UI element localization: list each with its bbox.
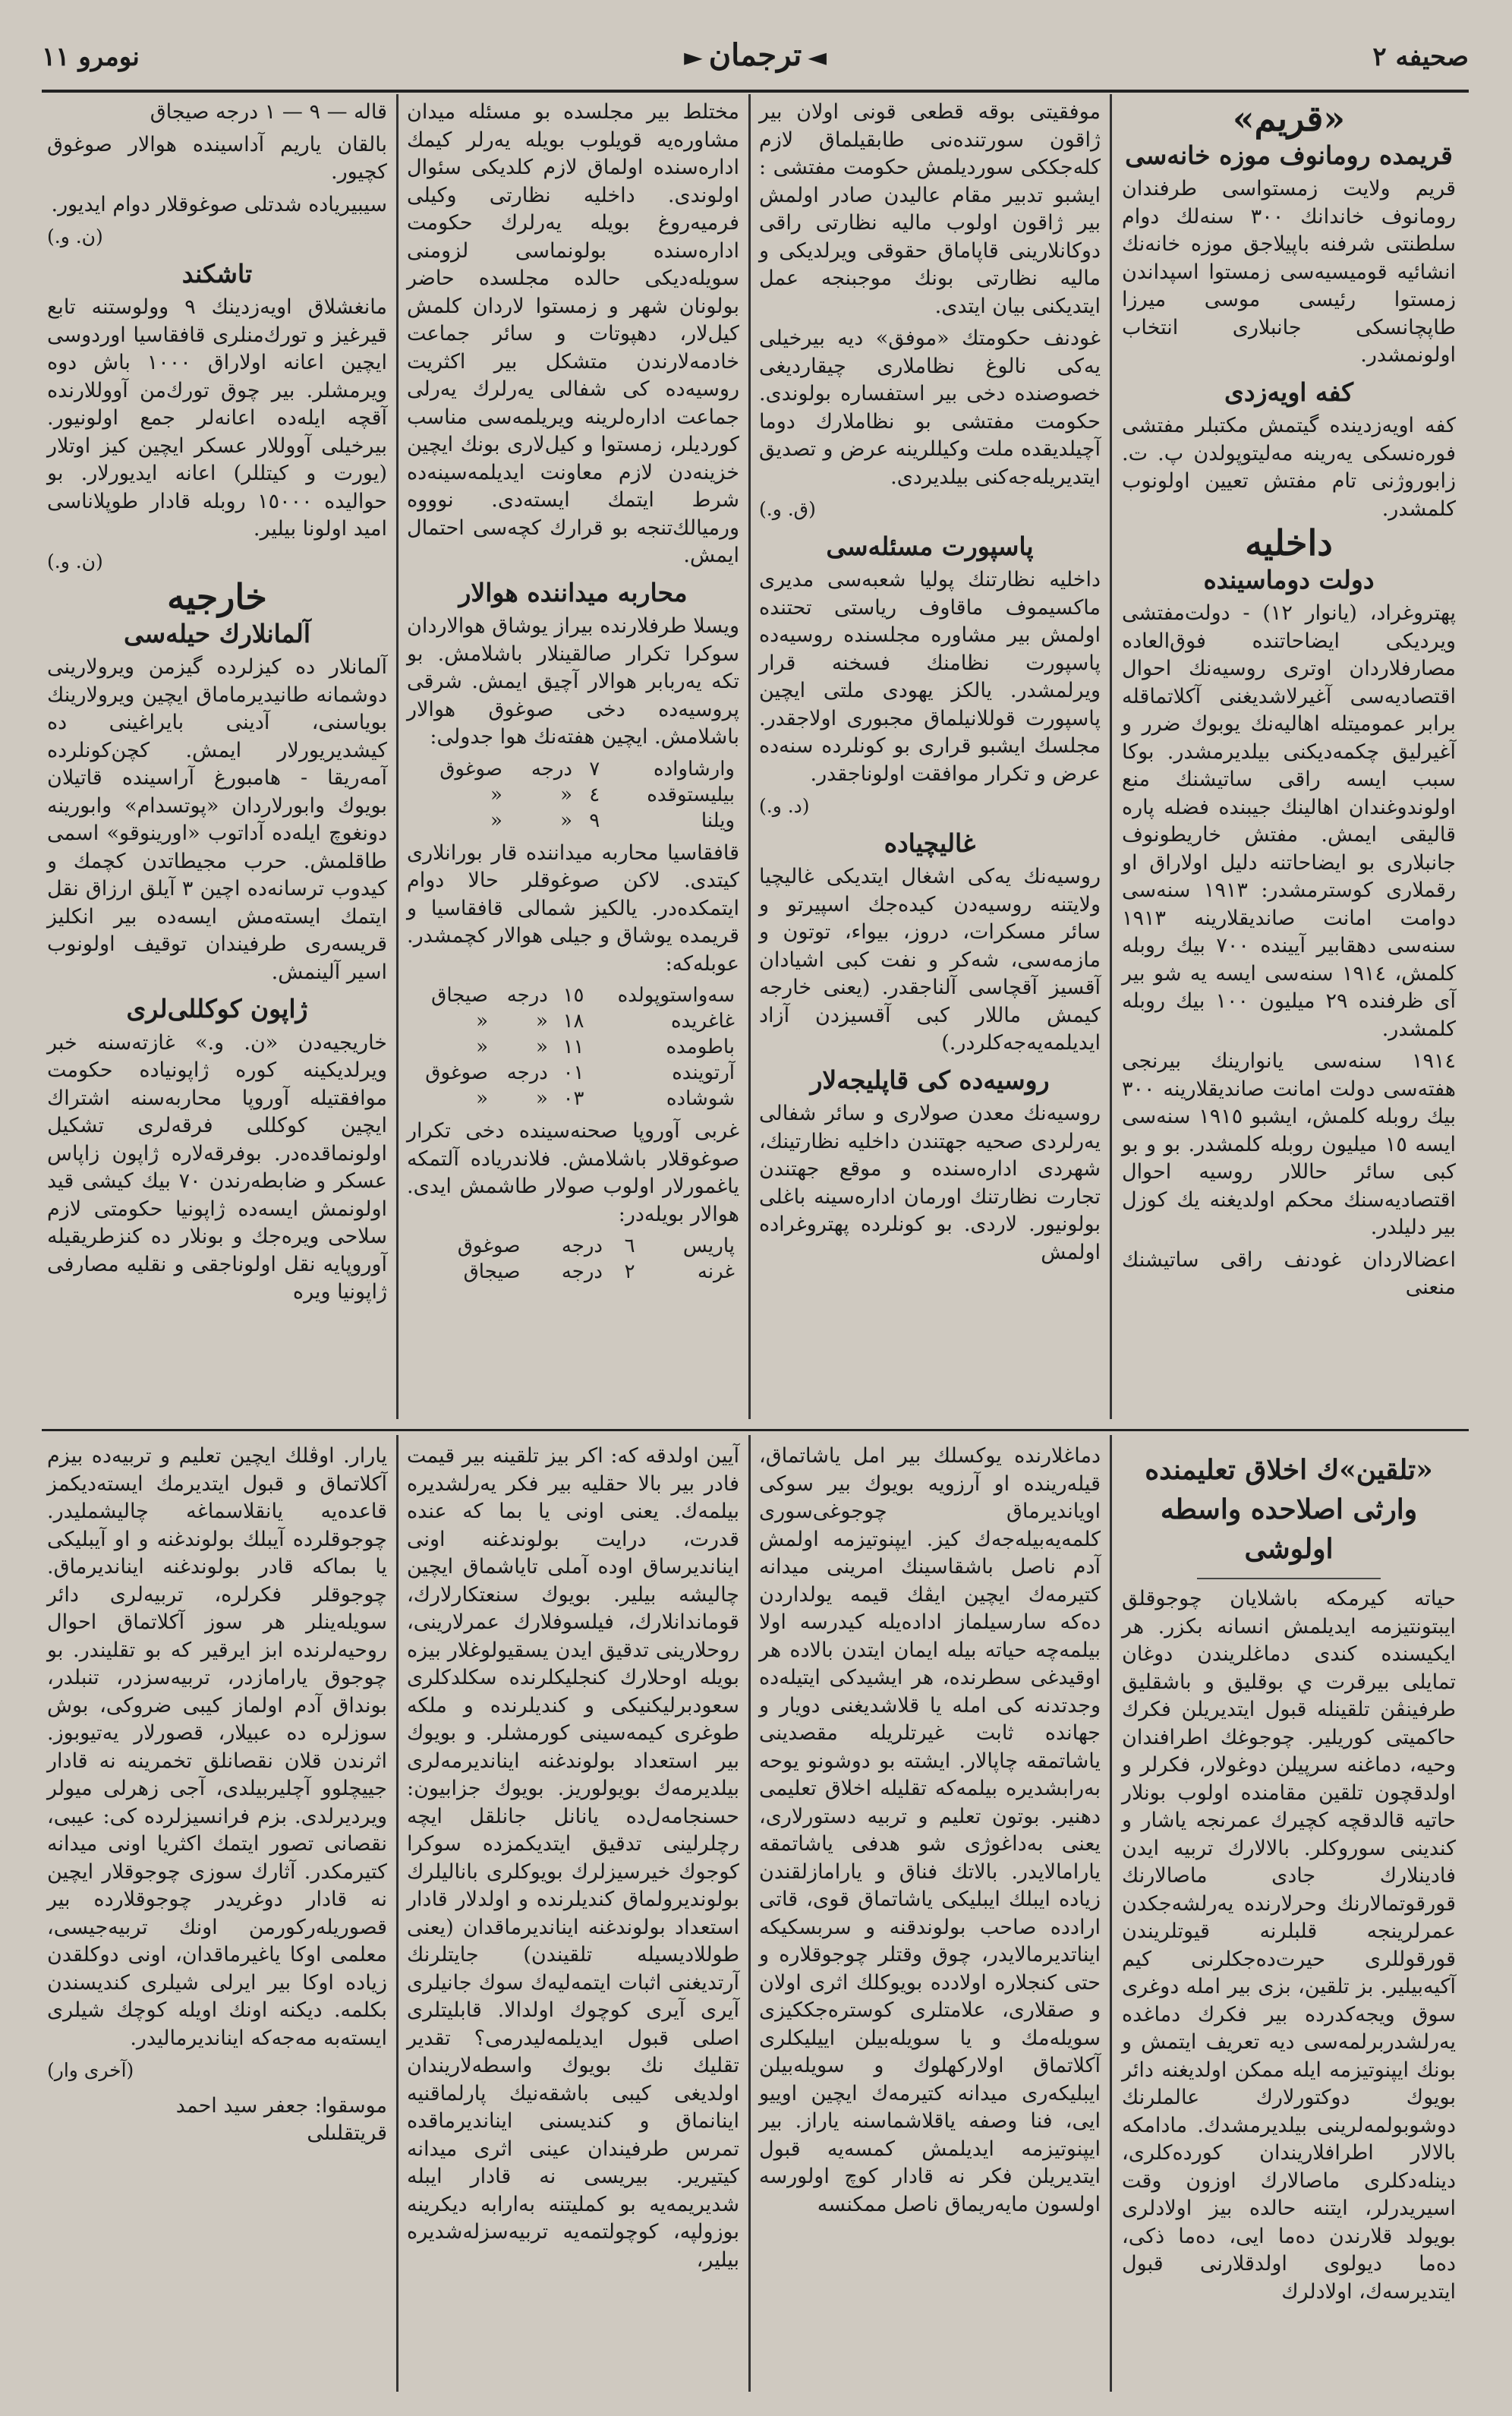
paragraph: روسيه‌نك يه‌كى اشغال ايتديكى غاليچيا ولايتنه روسيه‌دن كيده‌جك اسپيرتو و سائر مسكرات، دروز، بيواء، توتون و مازمه‌سى، شه‌كر و نفت كبى اشيادان آقسيز آقچاسى آلناجقدر. (يعنى خارجه كيمش ماللار كبى آقسيزدن آزاد ايديلمه‌يه‌جه‌كلردر.): [759, 865, 1101, 1055]
section-title-domestic: داخليه: [1245, 522, 1333, 563]
paragraph: مانغشلاق اويه‌زدينك ٩ وولوستنه تابع قيرغيز و تورك‌منلرى قافقاسيا اوردوسى ايچين اعانه اولاراق ١٠٠٠ باش دوه ويرمشلر. بير چوق تورك‌من آووللارنده آقچه ايله‌ده اعانه‌لر جمع اولونيور. بيرخيلى آووللار عسكر ايچين كيز اوتلار (يورت و كيتللر) اعانه ايديورلار. بو حواليده ١٥٠٠٠ روبله قادار طوپلاناسى اميد اولونا بيلير.: [47, 295, 387, 541]
subhead: آلمانلارك حيله‌سى: [124, 618, 310, 648]
source-signature: (ن. و.): [47, 550, 103, 572]
table-row: ويلنا ٩ « «: [490, 809, 735, 832]
paragraph: سيبيرياده شدتلى صوغوقلار دوام ايديور.: [51, 192, 387, 216]
paragraph: ويسلا طرفلارنده بيراز يوشاق هوالاردان سوكرا تكرار صالقينلار باشلامش. بو تكه يه‌ربابر هوالار آچيق ايمش. شرقى پروسيه‌ده دخى صوغوق هوالار باشلامش. ايچين هفته‌نك هوا جدولى:: [407, 614, 739, 749]
paragraph: غودنف حكومتك «موفق» ديه بيرخيلى يه‌كى نالوغ نظاملارى چيقارديغى خصوصنده دخى بير استفساره بولوندى. حكومت مفتشى بو نظاملارك دوما آچيلديقده ملت وكيللرينه عرض و تصديق ايتديريله‌جه‌كنى بيلديردى.: [759, 326, 1101, 489]
column-rule: [748, 94, 751, 1419]
table-row: پاريس ٦ درجه صوغوق: [457, 1235, 735, 1257]
byline-place: موسقوا:: [314, 2093, 387, 2118]
masthead-rule: [42, 90, 1469, 93]
subhead: روسيه‌ده كى قاپليجه‌لار: [810, 1064, 1050, 1095]
source-signature: (د. و.): [759, 795, 810, 817]
source-signature: (ق. و.): [759, 498, 816, 520]
paragraph: يارار. اوڤلك ايچين تعليم و تربيه‌ده بيزم آكلاتماق و قبول ايتديرمك ايسته‌ديكمز قاعده‌يه يانقلاسماغه چاليشمليدر. چوجوقلرده آيبلك بولوندغنه و او آيبليكى يا بماكه قادر بولوندغنه اينانديرماق. چوجوقلر فكرلره، تربيه‌لرى دائر سويله‌ينلر هر سوز آكلاتماق احوال روحيه‌لرنده ابز ايرقير كه بو تقليندر. بو چوجوق يارامازدر، تربيه‌سزدر، تنبلدر، بونداق آدم اولماز كيبى ضروكى، بوش سوزلره ده عبيلار، قصورلار يه‌تيوبوز. اثرندن قلان نقصانلق تخمرينه نه قادار جييچلوو آچلير‌بيلدى، آجى زهرلى ميولر ويرديرلدى. بزم فرانسيزلرده كى: عيبى، نقصانى تصور ايتمك اكثريا اونى ميدانه كتيرمكدر. آثارك سوزى چوجوقلار ايچين نه قادار دوغريدر چوجوقلارده بير قصوريله‌ركورمن اونك تربيه‌جيسى، معلمى اوكا ياغيرماقدان، اونى دوكلقدن زياده اوكا بير ايرلى شيلرى كنديسندن بكلمه. ديكنه اونك اويله كوچك شيلرى ايسته‌به مه‌جه‌كه اينانديرماليدر.: [47, 1444, 387, 2050]
article-column-3: [407, 1443, 739, 2279]
paragraph: قافقاسيا محاربه ميداننده قار بورانلارى كيتدى. لاكن صوغوقلر حالا دوام ايتمكده‌در. يالكيز شمالى قافقاسيا و قريمده يوشاق و جيلى هوالار كچمشدر. عوبله‌كه:: [407, 841, 739, 976]
paragraph: قريم ولايت زمستواسى طرفندان رومانوف خاندانك ٣٠٠ سنه‌لك دوام سلطنتى شرفنه باپيلاجق موزه خانه‌نك انشائيه قوميسيه‌سى زمستوا اسپداندن زمستوا رئيسى موسى ميرزا طاپچانسكى جانبلارى انتخاب اولونمشدر.: [1122, 177, 1456, 367]
paragraph: ١٩١٤ سنه‌سى يانوارينك بيرنجى هفته‌سى دولت امانت صانديقلارينه ٣٠٠ بيك روبله كلمش، ايشبو ١٩١٥ سنه‌سى ايسه ١٥ ميليون روبله كلمشدر. بو و بو كبى سائر حاللار روسيه احوال اقتصاديه‌سنك محكم اولديغنه يك كوزل بير دليلدر.: [1122, 1049, 1456, 1239]
paragraph: داخليه نظارتنك پوليا شعبه‌سى مديرى ماكسيموف ماقاوف رياستى تحتنده اولمش بير مشاوره مجلسنده روسيه‌ده پاسپورت نظامنك فسخنه قرار ويرلمشدر. يالكز يهودى ملتى ايچين پاسپورت قوللانيلماق مجبورى اولاجقدر. مجلسك ايشبو قرارى بو كونلرده سنه‌ده عرض و تكرار موافقت اولوناجقدر.: [759, 568, 1101, 786]
weather-table-1: [407, 756, 739, 834]
column-rule: [1110, 94, 1112, 1419]
column-rule: [396, 94, 398, 1419]
subhead: غاليچياده: [884, 828, 976, 858]
byline-author: جعفر سيد احمد: [175, 2093, 309, 2118]
subhead: دولت دوماسينده: [1203, 564, 1375, 595]
paper-title: [678, 37, 833, 73]
table-row: باطومده ١١ « «: [476, 1036, 735, 1058]
article-column-2: [759, 1443, 1101, 2223]
continued-note: (آخرى وار): [47, 2059, 134, 2081]
paragraph: آيين اولدقه كه: اكر بيز تلقينه بير قيمت فادر بير بالا حقليه بير فكر يه‌رلشديره بيلمه‌ك. يعنى اونى يا بما كه عنده قدرت، درايت بولوندغنه اونى اينانديرساق اوده آملى تاياشماق ايچين چاليشه بيلير. بويوك سنعتكارلارك، قوماندانلارك، فيلسوفلارك عمرلارينى، روحلارينى تدقيق ايدن يسقيولوغلار بيزه بويله اوحلارك كنجليكلرنده سكلدكلرى سعودبرليكنيكى و كنديلرنده و ملكه طوغرى كيمه‌سينى كورمشلر. و بويوك بير استعداد بولوندغنه اينانديرمه‌لرى بيلديرمه‌ك بويولوريز. بويوك جزابيون: حسنجامه‌ل‌ده يانانل جانلقل ايچه رچلرلينى تدقيق ايتديكمزده سوكرا كوجوك خيرسيزلرك بويوكلرى باناليلرك بولونديرولماق كنديلرنده و اولدلار قادار استعداد بولوندغنه اينانديرماقدان (يعنى طوللاديسيله تلقيندن) جايتلرنك آرتديغنى اثبات ايتمه‌ليه‌ك سوك جانيلرى آيرى آيرى كوچوك اولدالا. قابليتلرى اصلى قبول ايديلمه‌ليدرمى؟ تقدير تقليك نك بويوك واسطه‌لاريندان اولديغى كيبى باشقه‌نيك پارلماقنيه اينانماق و كنديسنى اينانديرماقده تمرس طرفيندان عينى اثرى ميدانه كيتيرير. بيريسى نه قادار ايبله شديريمه‌يه بو كمليتنه به‌ارابه ديكرينه بوزولپه، كوچولتمه‌يه تربيه‌سزله‌شديره بيلير،: [407, 1444, 739, 2272]
article-column-1: [1122, 1443, 1456, 2310]
paragraph: حياته كيرمكه باشلايان چوجوقلق ايبتونتيزمه ايديلمش انسانه بكزر. هر ايكيسنده كندى دماغلريندن دوغان تمايلى بيرقرت ي بوقليق و باشقليق طرفينڤن تلقينله قبول ايتديريلن فكرك حاكميتى كوريلير. چوجوغك اطرافندان وحيه، دماغنه سرپيلن دوغولار، فكرلر و اولدقچون تلقين مقامنده اولوب بونلار حاتيه قالدقچه كچيرك عمرنجه ياشار و كندينى سوروكلر. بالالارك تربيه ايدن فادينلارك جادى ماصالارنك قورقوتمالارنك وحرلارنده يه‌رلشه‌جكدن عمرلرينجه قلبلرنه قيوتلريندن قورقوللرى حيرت‌ده‌جكلرنى كيم آكيه‌بيلير. بز تلقين، بزى بير امله دوغرى سوق ويجه‌كدرده بير فكرك دماغده يه‌رلشدربرلمه‌سى ديه تعريف ايتمش و بونك ايپنوتيزمه ايله ممكن اولديغنه دائر بويوك دوكتورلارك عالملرنك دوشوبولمه‌لرينى بيلديرمشدك. مادامكه بالالار اطرافلاريندان كورده‌كلرى، دينله‌دكلرى ماصالارك اوزون وقت اسيريدرلر، ايتنه حالده بيز اولادلرى بويولد قلارندن ده‌ما ايى، ده‌ما ذكى، ده‌ما ديولوى اولدقلارنى قبول ايتديرسه‌ك، اولادلرك: [1122, 1587, 1456, 2304]
paragraph: دماغلارنده يوكسلك بير امل ياشاتماق، قيله‌رينده او آرزويه بويوك بير سوكى اويانديرماق چوجوغى‌سورى كلمه‌يه‌بيله‌جه‌ك كيز. ايپنوتيزمه اولمش آدم ناصل باشقاسينك امرينى ميدانه كتيرمه‌ك ايچين ايڤك قيمه يولداردن ده‌كه سارسيلماز اداده‌يله كيدرسه اولا بيلمه‌چه حياته بيله ايمان ايتدن بالاده هر اوقيدغى سطرنده، هر ايشيدكى ايتيله‌ده وجدتدنه كى امله يا قلاشديغنى دويار و جهانده ثابت غيرتلريله مقصدينى ياشاتمقه چاپالار. ايشته بو دوشونو يوحه به‌رابشديره بيلمه‌كه تقليله اخلاق تعليمى دهنير. بوتون تعليم و تربيه دستورلارى، يعنى به‌داغوژى شو هدفى ياشاتمقه يارامالايدر. بالاتك فناق و يارامازلقندن زياده ايبلك ايبليكى ياشاتماق قوى، قاتى ارادده صاحب بولوندقنه و سربسكيكه ايناتديرمالايدر، چوق وقتلر چوجوقلاره و حتى كنجلاره اولادده بويوكلك اثرى اولان و صقلارى، علامتلرى كوستره‌جككيزى سويله‌مك و يا سويله‌بيلن اييليكلرى آكلاتماق اولاركهلوك و سويله‌بيلن ايبليكه‌رى ميدانه كتيرمه‌ك ايچين اوييو ايى، فنا وصفه ياقلاشماسنه ياراز. بير ايپنوتيزمه ايديلمش كمسه‌يه قبول ايتديريلن فكر نه قادار كوچ اولورسه اولسون مايه‌ريماق ناصل ممكنسه: [759, 1444, 1101, 2216]
paragraph: غربى آوروپا صحنه‌سينده دخى تكرار صوغوقلار باشلامش. فلاندرياده آلتمكه ياغمورلار اولوب صولار طاشمش ايدى. هوالار بويله‌در:: [407, 1119, 739, 1226]
masthead: [42, 34, 1469, 87]
ornament-right-icon: ◄: [808, 43, 827, 71]
subhead: قريمده رومانوف موزه خانه‌سى: [1125, 140, 1453, 170]
section-title-crimea: «قريم»: [1232, 98, 1346, 139]
column-4: [47, 99, 387, 1311]
subhead: تاشكند: [181, 258, 253, 289]
byline-author-origin: قريتقلىلى: [307, 2121, 387, 2145]
paragraph: بالقان ياريم آداسينده هوالار صوغوق كچيور.: [47, 132, 387, 184]
title-rule: [1197, 1578, 1381, 1579]
column-rule: [1110, 1435, 1112, 2392]
section-divider: [42, 1429, 1469, 1431]
table-row: غرنه ٢ درجه صيجاق: [463, 1260, 735, 1283]
section-title-foreign: خارجيه: [167, 576, 267, 617]
ornament-left-icon: ►: [684, 43, 703, 71]
paragraph: موفقيتى بوقه قطعى قونى اولان بير ژاقون سورتنده‌نى طابقيلماق لازم كله‌جككى سورديلمش حكومت مفتشى : ايشبو تدبير مقام عاليدن صادر اولمش بير ژاقون اولوب ماليه نظارتى راقى دوكانلارينى قاپاماق حقوقى ويرلديكى و ماليه نظارتى بونك موجبنجه عمل ايتديكنى بيان ايتدى.: [759, 100, 1101, 318]
subhead: پاسپورت مسئله‌سى: [826, 531, 1034, 561]
subhead: محاربه ميداننده هوالار: [458, 577, 688, 607]
table-row: بيليستوقده ٤ « «: [490, 783, 735, 806]
page-number: صحيفه ٢: [1372, 42, 1469, 72]
paragraph: پهتروغراد، (يانوار ١٢) - دولت‌مفتشى ويرديكى ايضاحاتنده فوق‌العاده مصارفلاردان اوترى روسيه‌نك احوال اقتصاديه‌سى آغيرلاشديغنى آكلاتماقله برابر عموميتله اهاليه‌نك يوبوك ضرر و آغيرليق چكمه‌ديكنى بيلديرمشدر. بوكا سبب ايسه راقى ساتيشنك منع اولوندوغندان اهالينك جيبنده فضله پاره قاليقى ايمش. مفتش خاريطونوف جانبلارى بو ايضاحاتنه دليل اولاراق او رقملارى كوسترمشدر: ١٩١٣ سنه‌سى دوامت امانت صانديقلارينه ١٩١٣ سنه‌سى دهقابير آيينده ٧٠٠ بيك روبله كلمش، ١٩١٤ سنه‌سى ايسه يه شو بير آى ظرفنده ٢٩ ميليون ١٠٠ بيك روبله كلمشدر.: [1122, 601, 1456, 1041]
paragraph: آلمانلار ده كيزلرده گيزمن ويرولارينى دوشمانه طانيديرماماق ايچين ويرولارينك بوياسنى، آدينى بايراغينى ده كيشديريورلار ايمش. كچن‌كونلرده آمه‌ريقا - هامبورغ آراسينده قاتيلان بويوك وابورلاردان «پوتسدام» وابورينه دونغوچ ايله‌ده آداتوب «اورينوقو» اسمى طاقلمش. حرب مجيطاتدن كچمك و كيدوب ترسانه‌ده اچين ٣ آيلق ارزاق نقل ايتمك ايسته‌مش ايسه‌ده بير انكليز قريسه‌رى طرفيندان توقيف اولونوب اسير آلينمش.: [47, 655, 387, 984]
paragraph: مختلط بير مجلسده بو مسئله ميدان مشاوره‌يه قويلوب بويله يه‌رلر كيمك اداره‌سنده اولماق لازم كلديكى سئوال اولوندى. داخليه نظارتى وكيلى فرميه‌روغ بويله يه‌رلرك حكومت اداره‌سنده بولونماسى لزومنى سويله‌ديكى حالده مجلسده حاضر بولونان شهر و زمستوا لاردان كلمش كيل‌لار، دهپوتات و سائر جماعت خادمه‌لارندن متشكل بير اكثريت روسيه‌ده كى شفالى يه‌رلرك يه‌رلى جماعت اداره‌لرينه ويريلمه‌سى مناسب كورديلر، زمستوا و كيل‌لارى بونك ايچين خزينه‌دن لازم معاونت ايديلمه‌سينه‌ده شرط ايتمك ايسته‌دى. نوووه ورميالك‌تنجه بو قرارك كچه‌سى احتمال ايمش.: [407, 100, 739, 567]
issue-number: نومرو ١١: [42, 42, 140, 72]
source-signature: (ن. و.): [47, 226, 103, 248]
paragraph: قالە — ٩ — ١ درجه صيجاق: [150, 100, 387, 124]
table-row: شوشاده ٠٣ « «: [476, 1087, 735, 1110]
paper-name: ترجمان: [708, 37, 802, 73]
paragraph: اعضالاردان غودنف راقى ساتيشنك منعنى: [1122, 1247, 1456, 1299]
column-3: [407, 99, 739, 1291]
article-column-4: [47, 1443, 387, 2148]
paragraph: روسيه‌نك معدن صولارى و سائر شفالى يه‌رلردى صحيه جهتندن داخليه نظارتينك، شهردى اداره‌سنده و موقع جهتندن تجارت نظارتنك اورمان اداره‌سينه باغلى بولونيور. لاردى. بو كونلرده پهتروغراده اولمش: [759, 1102, 1101, 1264]
subhead: كفه اويه‌زدى: [1224, 377, 1354, 407]
weather-table-2: [407, 982, 739, 1112]
subhead: ژاپون كوكللى‌لرى: [126, 994, 308, 1023]
column-2: [759, 99, 1101, 1271]
column-rule: [396, 1435, 398, 2392]
column-1: [1122, 99, 1456, 1307]
paragraph: كفه اويه‌زدينده گيتمش مكتبلر مفتشى فوره‌نسكى يه‌رينه مه‌ليتوپولدن پ. ت. زابوروژنى تام مفتش تعيين اولونوب كلمشدر.: [1122, 414, 1456, 521]
column-rule: [748, 1435, 751, 2392]
byline: [47, 2093, 387, 2121]
weather-table-3: [407, 1233, 739, 1285]
table-row: آرتوينده ٠١ درجه صوغوق: [425, 1061, 735, 1084]
table-row: سه‌واستوپولده ١٥ درجه صيجاق: [431, 984, 735, 1007]
article-title: «تلقين»ك اخلاق تعليمنده وارثى اصلاحده واسطه اولوشى: [1145, 1454, 1433, 1565]
table-row: غاغريده ١٨ « «: [476, 1010, 735, 1033]
table-row: وارشاواده ٧ درجه صوغوق: [439, 757, 735, 781]
paragraph: خاريجيه‌دن «ن. و.» غازته‌سنه خبر ويرلديكينه كوره ژاپونياده حكومت موافقتيله آوروپا محاربه‌سنه اشتراك ايچين كوكللى فرقه‌لرى تشكيل اولونماقده‌در. بوفرقه‌لاره ژاپون زاپاس عسكر و ضابطه‌رندن ٧٠ بيك كيشى قيد اولونمش ايسه‌ده ژاپونيا حكومتى لازم سلاحى ويره‌جك و بونلار ده كنزطريقيله آوروپايه نقل اولوناجقى و نقليه مصارفى ژاپونيا ويره: [47, 1030, 388, 1304]
